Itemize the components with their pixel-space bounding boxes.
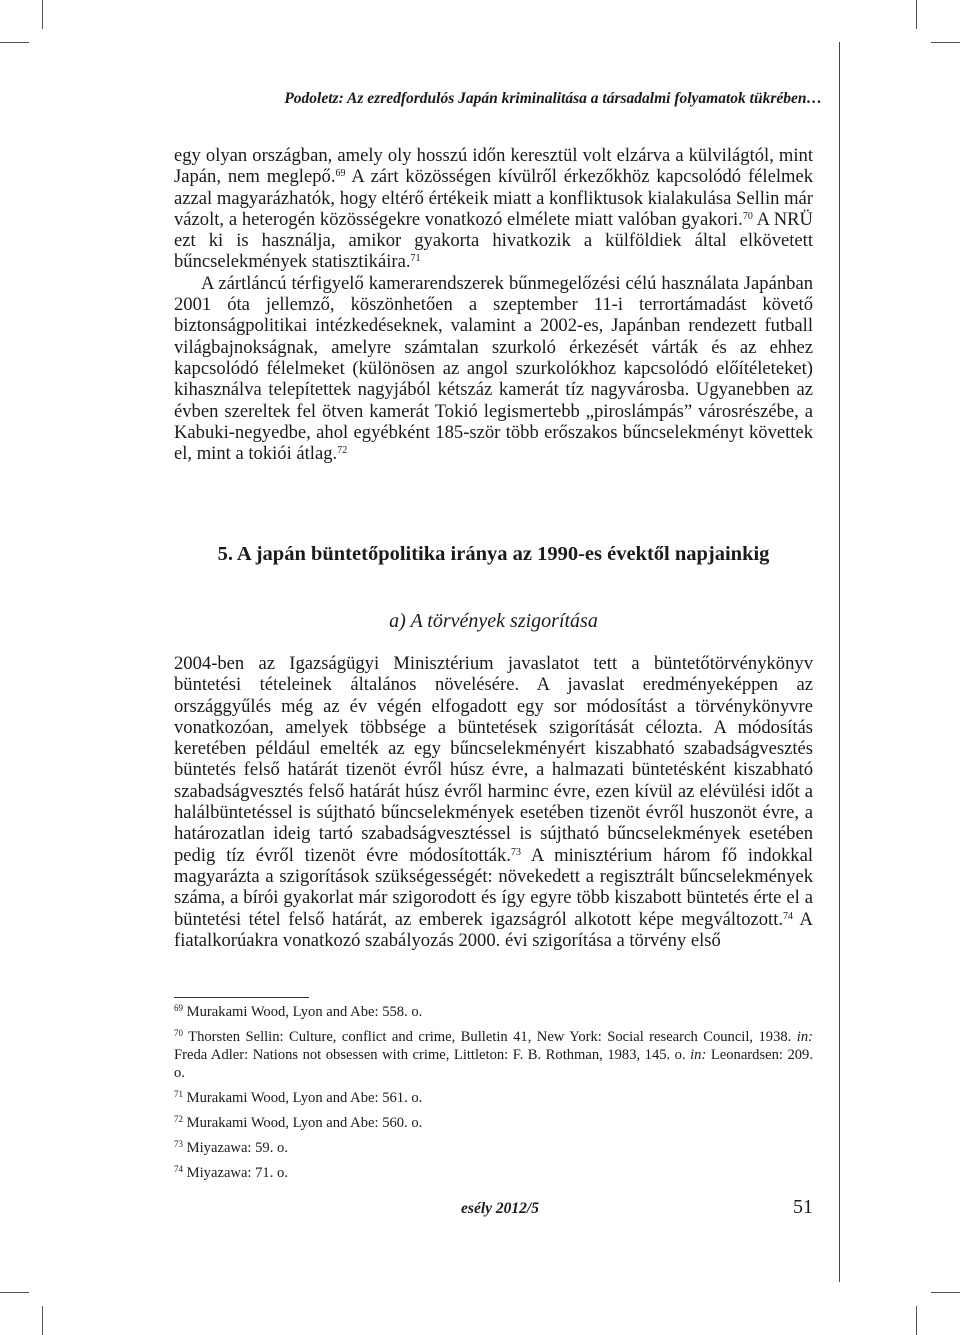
footnote-number: 72	[174, 1114, 183, 1124]
footnote-ref: 72	[337, 445, 348, 457]
text-run: egy olyan országban, amely oly hosszú időn keresztül volt elzárva a külvilágtól, mint Japán, nem meglepő.	[174, 145, 813, 188]
crop-mark	[42, 1306, 43, 1335]
text-run: A fiatalkorúakra vonatkozó szabályozás 2000. évi szigorítása a törvény első	[174, 908, 813, 951]
text-run: 2004-ben az Igazságügyi Minisztérium javaslatot tett a büntetőtörvénykönyv büntetési tételeinek általános növelésére. A javaslat eredményeképpen az országgyűlés még az év végén elfogadott egy sor módosítást a törvénykönyvre vonatkozóan, amelyek többsége a büntetések szigorítását célozta. A módosítás keretében például emelték az egy bűncselekményért kiszabható szabadságvesztés büntetés felső határát tizenöt évről húsz évre, a halmazati büntetésként kiszabható szabadságvesztés felső határát húsz évről harminc évre, ezen kívül az elévülési időt a halálbüntetéssel is sújtható bűncselekmények esetében tizenöt évről huszonöt évre, a határozatlan ideig tartó szabadságvesztéssel is sújtható bűncselekmények esetében pedig tíz évről tizenöt évre módosították.	[174, 653, 813, 866]
footer-journal: esély 2012/5	[461, 1200, 539, 1217]
crop-mark	[916, 1306, 917, 1335]
text-run: A NRÜ ezt ki is használja, amikor gyakorta hivatkozik a külföldiek által elkövetett bűncselekmények statisztikáira.	[174, 208, 813, 273]
crop-mark	[916, 0, 917, 29]
crop-mark	[0, 42, 29, 43]
paragraph	[174, 145, 813, 273]
text-run: Leonardsen: 209. o.	[174, 1047, 813, 1081]
section-title: 5. A japán büntetőpolitika iránya az 1990-es évektől napjainkig	[217, 543, 770, 565]
footnote-72	[174, 1114, 813, 1132]
footnote-number: 74	[174, 1164, 183, 1174]
text-run: Thorsten Sellin: Culture, conflict and crime, Bulletin 41, New York: Social research Council, 1938.	[188, 1029, 797, 1045]
paragraph	[174, 273, 813, 465]
footnote-ref: 74	[783, 910, 794, 922]
text-run: Miyazawa: 71. o.	[186, 1165, 288, 1181]
footnotes	[174, 1003, 813, 1189]
crop-mark	[42, 0, 43, 29]
text-run: A minisztérium három fő indokkal magyarázta a szigorítások szükségességét: növekedett a regisztrált bűncselekmények száma, a bírói gyakorlat már szigorodott és így egyre több kiszabott büntetés érte el a büntetési tétel felső határát, az emberek igazságról alkotott képe megváltozott.	[174, 844, 814, 930]
footnote-number: 73	[174, 1139, 183, 1149]
page-number: 51	[793, 1196, 813, 1218]
footnote-number: 69	[174, 1003, 183, 1013]
footnote-73	[174, 1139, 813, 1157]
running-head: Podoletz: Az ezredfordulós Japán kriminalitása a társadalmi folyamatok tükrében…	[284, 90, 822, 107]
margin-rule	[839, 42, 840, 1282]
text-run: Murakami Wood, Lyon and Abe: 558. o.	[186, 1004, 423, 1020]
footnote-70	[174, 1028, 813, 1082]
italic-text: in:	[796, 1029, 813, 1045]
crop-mark	[931, 1292, 960, 1293]
crop-mark	[0, 1292, 29, 1293]
footnote-ref: 70	[742, 210, 753, 222]
footnote-71	[174, 1089, 813, 1107]
paragraph	[174, 653, 813, 951]
footnote-number: 71	[174, 1089, 183, 1099]
crop-mark	[931, 42, 960, 43]
text-run: Miyazawa: 59. o.	[186, 1140, 288, 1156]
subsection-title: a) A törvények szigorítása	[389, 610, 598, 632]
body-text-bottom	[174, 653, 813, 951]
text-run: Murakami Wood, Lyon and Abe: 560. o.	[186, 1115, 423, 1131]
footnote-74	[174, 1164, 813, 1182]
footnote-69	[174, 1003, 813, 1021]
text-run: Freda Adler: Nations not obsessen with crime, Littleton: F. B. Rothman, 1983, 145. o.	[174, 1047, 691, 1063]
footnote-ref: 71	[410, 253, 421, 265]
footnote-ref: 69	[335, 168, 346, 180]
italic-text: in:	[690, 1047, 707, 1063]
footnote-number: 70	[174, 1028, 183, 1038]
text-run: Murakami Wood, Lyon and Abe: 561. o.	[186, 1090, 423, 1106]
body-text-top	[174, 145, 813, 464]
footnote-ref: 73	[510, 846, 521, 858]
text-run: A zárt közösségen kívülről érkezőkhöz kapcsolódó félelmek azzal magyarázhatók, hogy eltérő értékeik miatt a konfliktusok kialakulása Sellin már vázolt, a heterogén közösségekre vonatkozó elmélete miatt valóban gyakori.	[174, 166, 813, 230]
text-run: A zártláncú térfigyelő kamerarendszerek bűnmegelőzési célú használata Japánban 2001 óta jellemző, köszönhetően a szeptember 11-i terrortámadást követő biztonságpolitikai intézkedéseknek, valamint a 2002-es, Japánban rendezett futball világbajnokságnak, amelyre számtalan szurkoló érkezését várták és az ehhez kapcsolódó félelmeket (különösen az angol szurkolókhoz kapcsolódó előítéleteket) kihasználva telepítettek nagyjából kétszáz kamerát tíz nagyvárosba. Ugyanebben az évben szereltek fel ötven kamerát Tokió legismertebb „piroslámpás” városrészébe, a Kabuki-negyedbe, ahol egyébként 185-ször több erőszakos bűncselekményt követtek el, mint a tokiói átlag.	[174, 272, 813, 465]
footnote-rule	[174, 997, 309, 998]
